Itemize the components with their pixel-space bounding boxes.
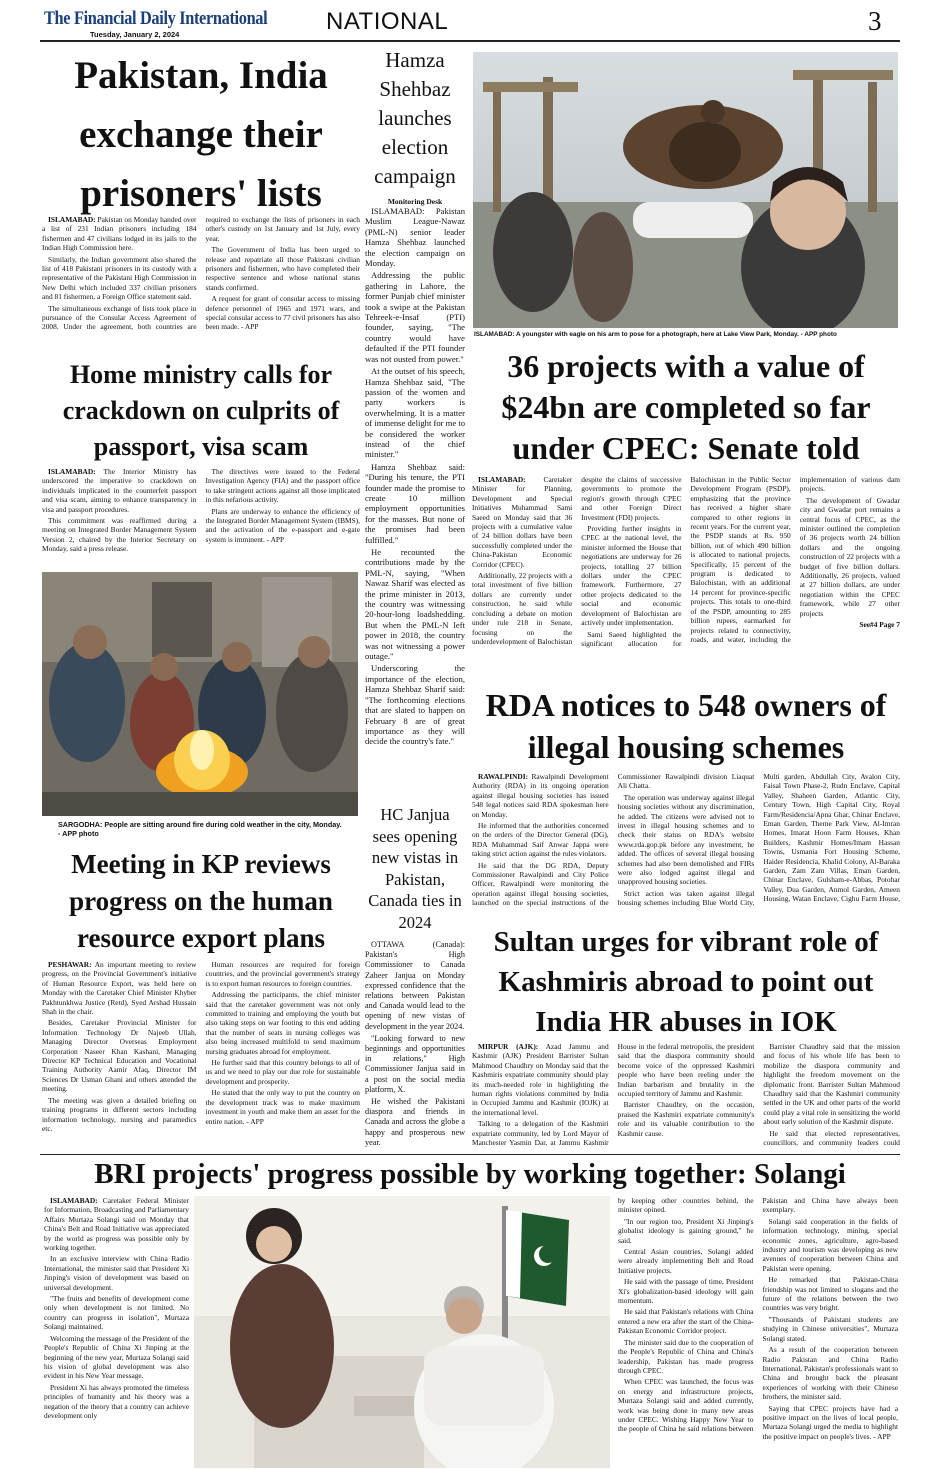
headline: Sultan urges for vibrant role of Kashmiris abroad to point out India HR abuses in IOK <box>493 926 879 1038</box>
paragraph: "Looking forward to new beginnings and opportunities in relations," High Commissioner Janjua said in a post on the social media platform, X. <box>365 1033 465 1094</box>
paragraph: The Interior Ministry has underscored the imperative to crackdown on individuals implicated in the counterfeit passport and visa scam, aiming to enhance transparency in visa and passport procedures. <box>42 467 197 514</box>
paragraph: Welcoming the message of the President of the People's Republic of China Xi Jinping at the beginning of the new year, Murtaza Solangi said his vision of global development was also evident in his New Year message. <box>44 1333 189 1381</box>
story-body <box>365 940 465 1150</box>
story-rda <box>472 684 900 918</box>
paragraph: President Xi has always promoted the timeless principles of humanity and his theory was a negation of the theory that a country can achieve development only <box>44 1382 189 1420</box>
issue-date: Tuesday, January 2, 2024 <box>90 30 180 39</box>
headline: Meeting in KP reviews progress on the human resource export plans <box>69 849 333 953</box>
paragraph: Barrister Chaudhry said that the mission and focus of his whole life has been to mobilize the diaspora community and highlight the freedom movement on the diplomatic front. Barrister Sultan Mahmood Chaudhry said that the Kashmiri community settled in the UK and other parts of the world could play a vital role in sensitizing the world about early solution of the Kashmir dispute. <box>763 1042 900 1127</box>
paragraph: The directives were issued to the Federal Investigation Agency (FIA) and the passport office to take stringent actions against all those implicated in this nefarious activity. <box>205 467 360 505</box>
story-body-left <box>44 1196 189 1468</box>
paragraph: He stated that the only way to put the country on the development track was to make maximum investment in youth and make them an asset for the entire nation. - APP <box>205 1088 360 1126</box>
paragraph: In an exclusive interview with China Radio International, the minister said that President Xi Jinping's vision of development was based on universal development. <box>44 1254 189 1292</box>
paragraph: He said that elected representatives, councillors, and community leaders could <box>763 1128 900 1148</box>
paragraph: Providing further insights in CPEC at the national level, the minister informed the House that negotiations are underway for 26 projects, totalling 27 billion dollars under the CPEC framework. Furthermore, 27 other projects dedicated to the social and economic development of Balochistan are actively under implementation. <box>581 524 682 628</box>
paragraph: Caretaker Minister for Planning, Development and Special Initiatives Muhammad Sami Saeed on Monday said that 36 projects with a cumulative value of 24 billion dollars have been successfully completed under the China-Pakistan Economic Corridor (CPEC). <box>472 475 573 569</box>
paragraph: Talking to a delegation of the Kashmiri expatriate community, led by Lord Mayor of Manchester Yasmin Dar, at Jammu Kashmir House in the federal metropolis, the president said that the diaspora community should become voice of the oppressed Kashmiri people who have been reeling under the Indian barbarism and brutality in the occupied territory of Jammu and Kashmir. <box>472 1042 755 1148</box>
dateline: RAWALPINDI: <box>478 772 529 781</box>
dateline: ISLAMABAD: <box>50 1196 98 1205</box>
paragraph: As a result of the cooperation between Radio Pakistan and China Radio International, Pakistan's professionals want to China and brought back the pleasant experiences of working with their Chinese brothers, the minister said. <box>762 1345 898 1402</box>
headline: BRI projects' progress possible by working together: Solangi <box>94 1158 846 1190</box>
paragraph: Plans are underway to enhance the efficiency of the Integrated Border Management System (IBMS), and the activation of the e-passport and e-gate system is imminent. - APP <box>205 506 360 544</box>
paragraph: Saying that CPEC projects have had a positive impact on the lives of local people, Murtaza Solangi urged the media to highlight the positive impact on people's lives. - APP <box>762 1403 898 1441</box>
headline: RDA notices to 548 owners of illegal housing schemes <box>485 687 887 765</box>
dateline: ISLAMABAD: <box>478 475 526 484</box>
story-janjua <box>365 804 465 1150</box>
photo-eagle-caption: ISLAMABAD: A youngster with eagle on his arm to pose for a photograph, here at Lake View Park, Monday. - APP photo <box>474 331 837 338</box>
paragraph: Similarly, the Indian government also shared the list of 418 Pakistani prisoners in its custody with a representative of the Pakistani High Commission in New Delhi which included 337 civilian prisoners and 81 fishermen, a Foreign Office statement said. <box>42 254 197 302</box>
story-body <box>42 467 360 563</box>
paragraph: He said with the passage of time, President Xi's globalization-based ideology will gain momentum. <box>618 1277 754 1306</box>
paragraph: Human resources are required for foreign countries, and the provincial government's strategy is to export human resources to foreign countries. <box>205 960 360 988</box>
dateline: OTTAWA (Canada): <box>371 940 465 949</box>
interview-photo-image <box>194 1196 610 1468</box>
fire-photo-image <box>42 572 358 816</box>
paragraph: He informed that the authorities concerned on the orders of the Director General (DG), RDA Muhammad Saif Anwar Jappa were taking strict action against the rules violators. <box>472 821 609 859</box>
paragraph: A request for grant of consular access to missing defence personnel of 1965 and 1971 wars, and special consular access to 77 civil prisoners has also been made. - APP <box>205 294 360 332</box>
paragraph: This commitment was reaffirmed during a meeting on Integrated Border Management System Version 2, chaired by the Interior Secretary on Monday, said a press release. <box>42 516 197 554</box>
section-name: NATIONAL <box>326 8 449 35</box>
paragraph: He said that the DG RDA, Deputy Commissioner Rawalpindi and City Police Officer, Rawalpindi were monitoring the operation against illegal housing societies, launched on the special instructions of the Commissioner Rawalpindi division Liaquat Ali Chatta. <box>472 772 755 908</box>
story-passport <box>42 357 360 563</box>
headline: 36 projects with a value of $24bn are completed so far under CPEC: Senate told <box>501 348 871 466</box>
story-body <box>42 960 360 1150</box>
dateline: ISLAMABAD: <box>371 206 425 216</box>
paragraph: Strict action was taken against illegal housing schemes including Blue World City, Multi garden, Abdullah City, Avalon City, Faisal Town Phase-2, Rudn Enclave, Capital Valley, Shaheen Garden, Atlantic City, Century Town, High Capital City, Royal Farm/Residencia/Apna Ghar, Chinar Enclave, Eman Garden, Theme Park View, Al-Imran Homes, Imarat Hoon Farm Houses, Khan Builders, Kashmir Homes/Imam Hassan Towns, Usmania Fort Housing Scheme, Haider Residencia, Khalid Colony, Al-Baraka Garden, Zam Zam Villas, Eman Garden, Chinar Enclave, Gulsham-e-Abbas, Potohar Valley, Dua Garden, Anmol Garden, Ameen Housing, Watan Enclave, Cighu Farm House, <box>617 772 900 908</box>
paragraph: Caretaker Federal Minister for Information, Broadcasting and Parliamentary Affairs Murtaza Solangi said on Monday that China's Belt and Road Initiative was appreciated by the world as progress was possible only by working together. <box>44 1196 189 1253</box>
story-sultan <box>472 922 900 1150</box>
paragraph: Addressing the public gathering in Lahore, the former Punjab chief minister took a swipe at the Pakistan Tehreek-e-Insaf (PTI) founder, saying, "The country would have defaulted if the PTI founder was not ousted from power." <box>365 270 465 364</box>
paragraph: He further said that this country belongs to all of us and we need to play our due role for sustainable development and prosperity. <box>205 1058 360 1086</box>
story-body <box>365 206 465 747</box>
paragraph: Addressing the participants, the chief minister said that the caretaker government was not only committed to training and employing the youth but also taking steps on war footing to this end adding that the number of seats in nursing colleges was also being increased multifold to send maximum nursing graduates abroad for employment. <box>205 990 360 1056</box>
masthead <box>0 0 945 40</box>
paragraph: He said that Pakistan's relations with China entered a new era after the start of the China-Pakistan Economic Corridor project. <box>618 1307 754 1336</box>
paragraph: "Thousands of Pakistani students are studying in Chinese universities", Murtaza Solangi stated. <box>762 1314 898 1343</box>
headline: HC Janjua sees opening new vistas in Pakistan, Canada ties in 2024 <box>368 805 462 932</box>
paragraph: "The fruits and benefits of development come only when development is not limited. No country can progress in isolation", Murtaza Solangi maintained. <box>44 1294 189 1332</box>
dateline: ISLAMABAD: <box>48 215 96 224</box>
headline: Pakistan, India exchange their prisoners' lists <box>74 54 328 215</box>
photo-fire <box>42 572 358 816</box>
eagle-photo-image <box>473 52 898 328</box>
paragraph: He wished the Pakistani diaspora and friends in Canada and across the globe a happy and prosperous new year. <box>365 1097 465 1147</box>
paragraph: Sami Saeed highlighted the significant allocation for Balochistan in the Public Sector Development Program (PSDP), emphasizing that the province has received a higher share compared to other regions in recent years. For the current year, the PSDP stands at Rs. 950 billion, out of which 490 billion is allocated to national projects. Specifically, 15 percent of the program is dedicated to Balochistan, with an additional 14 percent for province-specific projects. This totals to one-third of the PSDP, amounting to 285 billion rupees, earmarked for projects related to connectivity, roads, and water, including the implementation of various dam projects. <box>581 475 900 648</box>
paragraph: At the outset of his speech, Hamza Shehbaz said, "The passion of the women and party workers is overwhelming. It is a matter of immense delight for me to be considered the worker instead of the chief minister." <box>365 366 465 460</box>
paragraph: He recounted the contributions made by the PML-N, saying, "When Nawaz Sharif was elected as the prime minister in 2013, the country was witnessing 20-hour-long loadshedding. But when the PML-N left power in 2018, the country was not witnessing a power outage." <box>365 547 465 662</box>
paragraph: The simultaneous exchange of lists took place in pursuance of the Consular Access Agreement of 2008. Under the agreement, both countries are required to exchange the lists of prisoners in each other's custody on 1st January and 1st July, every year. <box>42 215 360 332</box>
paragraph: Solangi said cooperation in the fields of information technology, mining, special economic zones, agriculture, agro-based industry and tourism was developing as new avenues of cooperation between China and Pakistan were opening. <box>762 1216 898 1273</box>
headline: Home ministry calls for crackdown on culprits of passport, visa scam <box>62 360 340 461</box>
story-kp <box>42 846 360 1150</box>
section-rule <box>40 1154 900 1155</box>
story-hamza <box>365 46 465 798</box>
paragraph: Besides, Caretaker Provincial Minister for Information Technology Dr Najeeb Ullah, Managing Director Overseas Employment Corporation Naseer Khan Kashani, Managing Director KP Technical Education and Vocational Training Authority Aamir Afaq, Director IM Sciences Dr Usman Ghani and others attended the meeting. <box>42 1018 197 1094</box>
paper-name: The Financial Daily International <box>44 8 268 29</box>
story-body <box>472 772 900 916</box>
paragraph: He remarked that Pakistan-China friendship was not limited to slogans and the future of the relations between the two countries was very bright. <box>762 1275 898 1313</box>
paragraph: The minister said due to the cooperation of the People's Republic of China and China's leadership, Pakistan has made progress through CPEC. <box>618 1337 754 1375</box>
dateline: MIRPUR (AJK): <box>478 1042 539 1051</box>
paragraph: Pakistan on Monday handed over a list of 231 Indian prisoners including 184 fishermen and 47 civilians lodged in its jails to the Indian High Commission here. <box>42 215 197 253</box>
dateline: ISLAMABAD: <box>48 467 96 476</box>
paragraph: The meeting was given a detailed briefing on training programs in different sectors including information technology, nursing and paramedics etc. <box>42 1095 197 1133</box>
paragraph: The operation was underway against illegal housing societies without any discrimination, he added. The citizens were advised not to invest in illegal housing schemes and to check their status on RDA's website www.rda.gop.pk before any investment, he added. The offices of several illegal housing schemes had also been demolished and FIRs were also lodged against illegal and unapproved housing societies. <box>617 792 755 887</box>
paragraph: Underscoring the importance of the election, Hamza Shehbaz Sharif said: "The forthcoming elections that are slated to happen on February 8 are of great importance as they will decide the country's fate." <box>365 663 465 747</box>
paragraph: Pakistan's High Commissioner to Canada Zaheer Janjua on Monday expressed confidence that the relations between Pakistan and Canada would lead to the opening of new vistas of development in the year 2024. <box>365 950 465 1031</box>
photo-eagle <box>473 52 898 328</box>
paragraph: Pakistan Muslim League-Nawaz (PML-N) senior leader Hamza Shehbaz launched the election campaign on Monday. <box>365 206 465 269</box>
story-cpec <box>472 346 900 680</box>
page-number: 3 <box>868 6 882 36</box>
story-prisoners <box>42 46 360 360</box>
story-body <box>472 1042 900 1150</box>
dateline: PESHAWAR: <box>48 960 92 969</box>
paragraph: Additionally, 22 projects with a total investment of five billion dollars are currently under construction, he said while concluding a debate on motion under rule 218 in Senate, focusing on the underdevelopment of Balochistan despite the claims of successive governments to promote the region's growth through CPEC and other Foreign Direct Investment (FDI) projects. <box>472 475 682 646</box>
story-body <box>472 475 900 669</box>
paragraph: Barrister Chaudhry, on the occasion, praised the Kashmiri expatriate community's role and its valuable contribution to the Kashmir cause. <box>617 1100 755 1138</box>
headline: Hamza Shehbaz launches election campaign <box>374 48 456 188</box>
paragraph: Azad Jammu and Kashmir (AJK) President Barrister Sultan Mahmood Chaudhry on Monday said that the Kashmiris expatriate community should play its much-needed role in highlighting the human rights violations committed by India in Occupied Jammu and Kashmir (IOJK) at the international level. <box>472 1042 609 1117</box>
paragraph: When CPEC was launched, the focus was on energy and infrastructure projects, Murtaza Solangi said and added currently, work was being done in many new areas under CPEC. Wishing Happy New Year to the people of China he said relations between Pakistan and China have always been exemplary. <box>618 1196 898 1434</box>
masthead-rule <box>40 40 900 42</box>
photo-fire-caption: SARGODHA: People are sitting around fire during cold weather in the city, Monday. - APP photo <box>58 820 342 838</box>
paragraph: An important meeting to review progress, on the Provincial Government's initiative of Human Resource Export, was held here on Monday with the Caretaker Chief Minister Khyber Pakhtunkhwa Justice (Retd), Syed Arshad Hussain Shah in the chair. <box>42 960 197 1017</box>
paragraph: The Government of India has been urged to release and repatriate all those Pakistani civilian prisoners and fishermen, who have completed their respective sentence and whose national status stands confirmed. <box>205 245 360 292</box>
paragraph: Hamza Shehbaz said: "During his tenure, the PTI founder made the promise to create 10 million employment opportunities for the masses. But none of the promises had been fulfilled." <box>365 461 465 545</box>
continued-line[interactable]: See#4 Page 7 <box>859 620 900 630</box>
paragraph: Central Asian countries, Solangi added were already implementing Belt and Road Initiative projects. <box>618 1247 754 1275</box>
photo-interview <box>194 1196 610 1468</box>
story-body-right <box>618 1196 898 1468</box>
paragraph: The development of Gwadar city and Gwadar port remains a central focus of CPEC, as the minister outlined the completion of 36 projects worth 24 billion dollars and the ongoing construction of 22 projects with a budget of five billion dollars. Additionally, 26 projects, valued at 27 billion dollars, are under negotiation within the CPEC framework, while 27 other projects <box>799 495 900 618</box>
paragraph: Rawalpindi Development Authority (RDA) in its ongoing operation against illegal housing societies has issued 548 legal notices said RDA spokesman here on Monday. <box>472 772 609 819</box>
byline: Monitoring Desk <box>387 197 443 206</box>
paragraph: by keeping other countries behind, the minister opined. <box>618 1196 754 1215</box>
story-body <box>42 215 360 355</box>
story-bri <box>40 1156 900 1469</box>
paragraph: "In our region too, President Xi Jinping's globalist ideology is gaining ground," he said. <box>618 1216 754 1245</box>
